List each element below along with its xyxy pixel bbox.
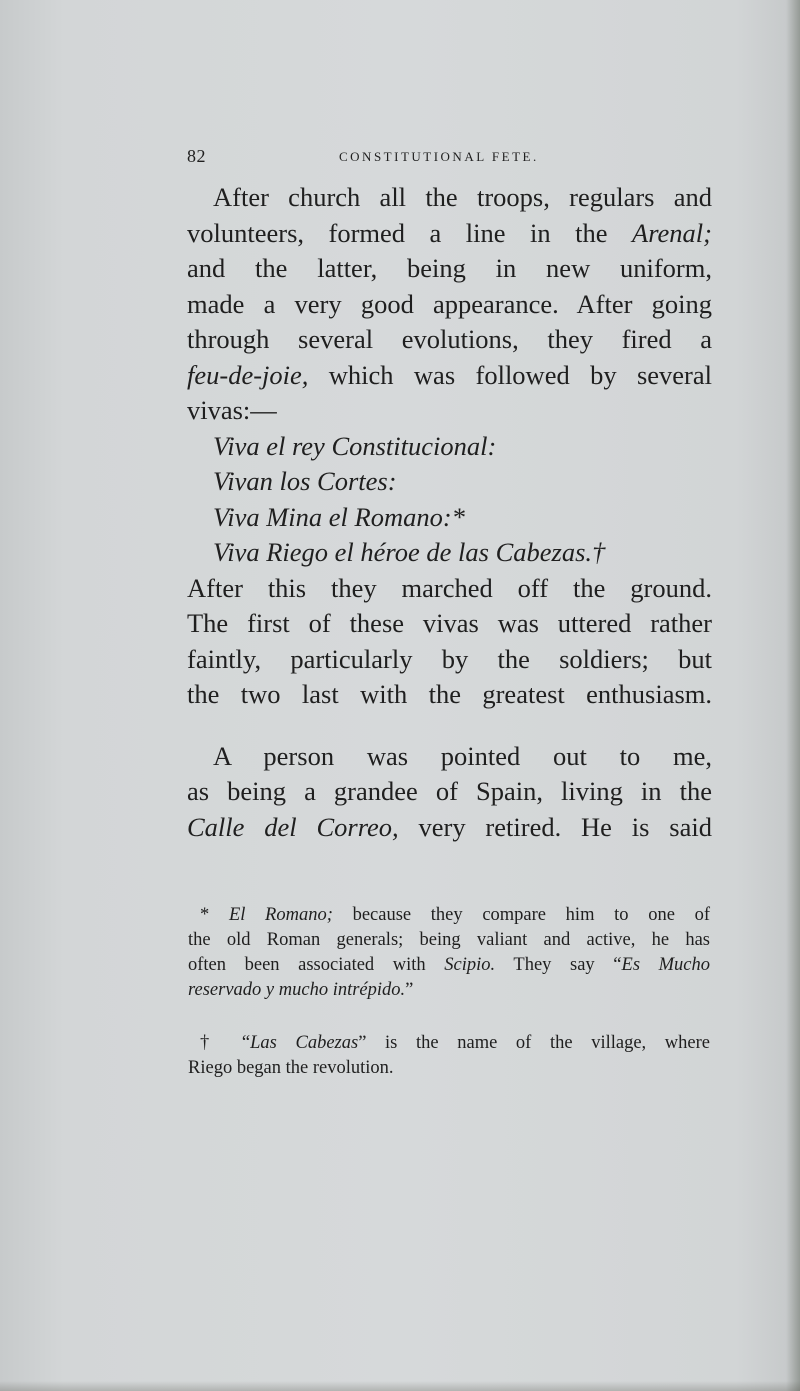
page-edge-shadow — [786, 0, 800, 1391]
main-text — [187, 180, 712, 845]
paragraph-3 — [187, 739, 712, 846]
viva-line: Viva Riego el héroe de las Cabezas.† — [213, 537, 606, 567]
text-line — [187, 810, 712, 846]
text-line: made a very good appearance. After going — [187, 288, 712, 319]
vivas-list — [187, 429, 712, 571]
text-line: After this they marched off the ground. — [187, 572, 712, 603]
text-span: which was followed by several — [308, 359, 712, 390]
italic-term: Las Cabezas — [250, 1033, 359, 1053]
footnote-2 — [188, 1031, 710, 1081]
text-span: ” — [405, 980, 414, 1000]
text-line: through several evolutions, they fired a — [187, 324, 712, 354]
footnote-gap — [188, 1003, 710, 1031]
text-line: After church all the troops, regulars and — [213, 182, 712, 212]
paragraph-2 — [187, 571, 712, 713]
text-line — [187, 216, 712, 252]
footnote-line — [188, 1031, 710, 1056]
viva-line: Viva el rey Constitucional: — [213, 430, 497, 461]
paragraph-1 — [187, 180, 712, 429]
text-span: because they compare him to one of — [332, 905, 711, 925]
text-line: The first of these vivas was uttered rather — [187, 608, 712, 638]
text-span: ” is the name of the village, where — [358, 1033, 710, 1053]
text-line: the two last with the greatest enthusiasm. — [187, 679, 712, 709]
footnote-line — [188, 903, 710, 928]
footnotes — [188, 903, 710, 1081]
footnote-1 — [188, 903, 710, 1003]
viva-line: Viva Mina el Romano:* — [213, 501, 465, 532]
paragraph-gap — [187, 713, 712, 739]
running-head — [187, 146, 707, 172]
text-line: and the latter, being in new uniform, — [187, 253, 712, 283]
page-bottom-shadow — [0, 1381, 800, 1391]
footnote-line — [188, 978, 710, 1003]
viva-line: Vivan los Cortes: — [213, 466, 397, 496]
text-span: often been associated with — [188, 955, 445, 975]
footnote-mark: † “ — [200, 1033, 251, 1053]
page-number: 82 — [187, 146, 206, 166]
text-span: They say “ — [495, 955, 622, 975]
footnote-line: the old Roman generals; being valiant and active, he has — [188, 930, 710, 950]
italic-term: Es Mucho — [621, 955, 710, 975]
running-title: CONSTITUTIONAL FETE. — [339, 149, 539, 164]
footnote-line: Riego began the revolution. — [188, 1058, 394, 1078]
text-line: as being a grandee of Spain, living in the — [187, 776, 712, 806]
text-line — [187, 358, 712, 394]
italic-term: Scipio. — [444, 955, 496, 975]
italic-term: Arenal; — [632, 217, 712, 248]
footnote-mark: * — [200, 905, 229, 925]
italic-term: feu-de-joie, — [187, 359, 309, 390]
italic-term: Calle del Correo, — [187, 811, 399, 842]
text-line: vivas:— — [187, 395, 277, 425]
text-line: faintly, particularly by the soldiers; but — [187, 643, 712, 674]
text-line: A person was pointed out to me, — [213, 740, 712, 771]
italic-term: El Romano; — [228, 905, 333, 925]
footnote-line — [188, 953, 710, 978]
text-span: very retired. He is said — [398, 811, 712, 842]
text-span: volunteers, formed a line in the — [187, 217, 633, 248]
italic-term: reservado y mucho intrépido. — [188, 980, 406, 1000]
